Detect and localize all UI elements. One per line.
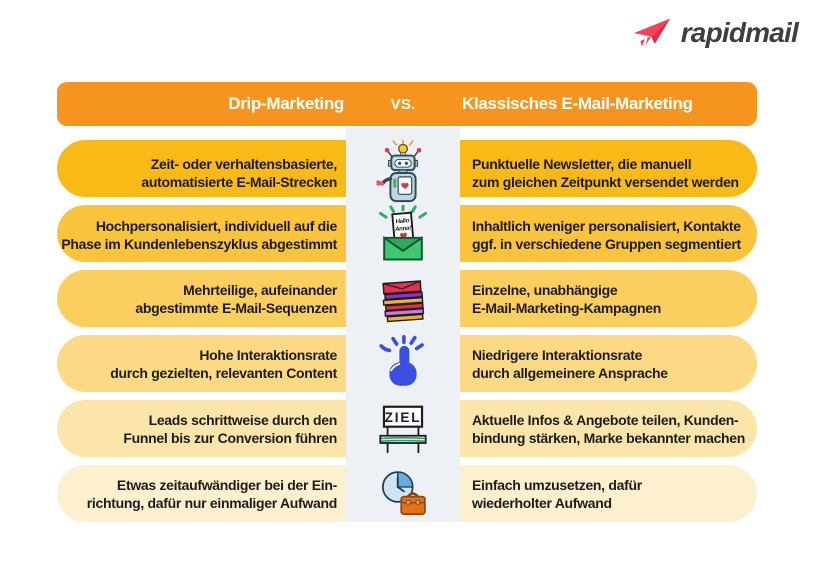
table-row	[57, 270, 757, 327]
email-stack-icon	[346, 270, 460, 327]
header-left-title: Drip-Marketing	[228, 94, 344, 113]
svg-text:ZIEL: ZIEL	[384, 410, 422, 426]
personal-letter-icon	[346, 205, 460, 265]
classic-cell: Aktuelle Infos & Angebote teilen, Kunden- bindung stärken, Marke bekannter machen	[472, 411, 746, 446]
logo-wordmark: rapidmail	[680, 17, 798, 48]
svg-text:Hallo: Hallo	[395, 217, 410, 226]
svg-text:Anna!: Anna!	[394, 224, 412, 233]
header-right-title: Klassisches E-Mail-Marketing	[462, 94, 693, 113]
goal-sign-icon	[346, 400, 460, 457]
table-row	[57, 335, 757, 392]
classic-cell: Inhaltlich weniger personalisiert, Kontakte ggf. in verschiedene Gruppen segmentiert	[472, 218, 741, 252]
table-row	[57, 140, 757, 197]
rapidmail-logo	[633, 16, 798, 50]
classic-cell: Niedrigere Interaktionsrate durch allgemeinere Ansprache	[472, 347, 668, 381]
drip-cell: Hochpersonalisiert, individuell auf die Phase im Kundenlebenszyklus abgestimmt	[61, 218, 337, 252]
header-bar	[57, 82, 757, 126]
paper-plane-icon	[633, 16, 673, 50]
classic-cell: Punktuelle Newsletter, die manuell zum gleichen Zeitpunkt versendet werden	[472, 156, 739, 190]
classic-cell: Einfach umzusetzen, dafür wiederholter Aufwand	[472, 476, 642, 511]
drip-cell: Leads schrittweise durch den Funnel bis zur Conversion führen	[123, 411, 337, 446]
classic-cell: Einzelne, unabhängige E-Mail-Marketing-Kampagnen	[472, 281, 662, 316]
table-row	[57, 400, 757, 457]
table-row	[57, 465, 757, 522]
click-hand-icon	[346, 335, 460, 393]
time-effort-icon	[346, 465, 460, 522]
table-row	[57, 205, 757, 262]
drip-cell: Hohe Interaktionsrate durch gezielten, relevanten Content	[110, 347, 337, 381]
robot-icon	[346, 140, 460, 206]
drip-cell: Etwas zeitaufwändiger bei der Ein- richtung, dafür nur einmaliger Aufwand	[86, 476, 337, 511]
drip-cell: Zeit- oder verhaltensbasierte, automatisierte E-Mail-Strecken	[141, 156, 337, 190]
drip-cell: Mehrteilige, aufeinander abgestimmte E-Mail-Sequenzen	[135, 281, 337, 316]
header-vs-label: VS.	[390, 95, 416, 113]
